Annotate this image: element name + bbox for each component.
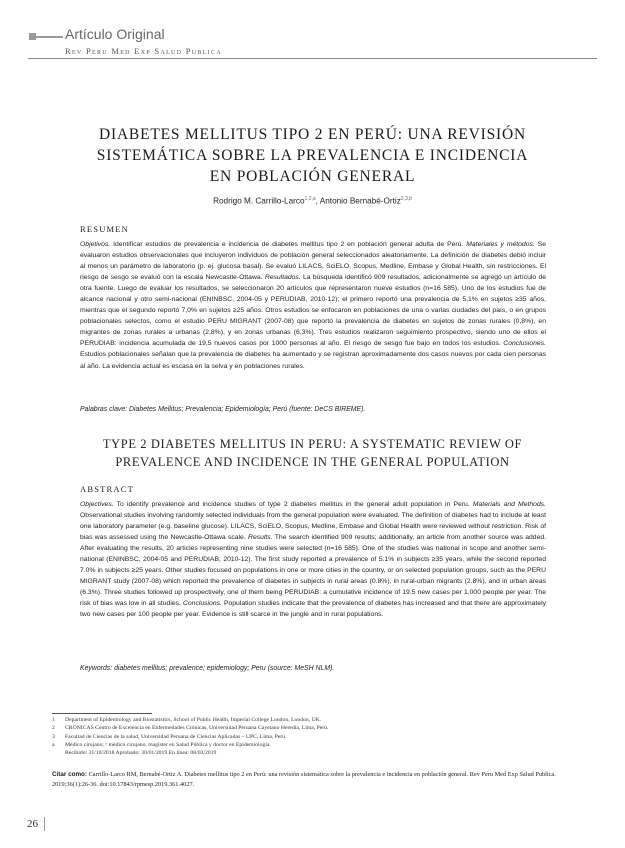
materials-text: Observational studies involving randomly selected individuals from the general population were evaluated. The definition of diabetes had to include at least one laboratory parameter (e.g. baseline glucose). LILACS, SciELO, Scopus, Medline, Embase and Global Health were reviewed without restriction. Risk of bias was assessed using the Newcastle-Ottawa scale.: [80, 512, 546, 542]
conclusions-text: Population studies indicate that the prevalence of diabetes has increased and that there are approximately two new cases per 100 people per year. Evidence is still scarce in the jungle and in rural populations.: [80, 600, 546, 619]
palabras-label: Palabras clave:: [80, 406, 128, 413]
journal-name: Rev Peru Med Exp Salud Publica: [65, 46, 222, 56]
materiales-label: Materiales y métodos.: [466, 241, 535, 248]
received-dates: Recibido: 31/10/2018 Aprobado: 30/01/2019 En línea: 08/03/2019: [65, 750, 217, 757]
section-label: Artículo Original: [65, 26, 165, 42]
header-rule: [28, 58, 597, 59]
palabras-text: Diabetes Mellitus; Prevalencia; Epidemiología; Perú (fuente: DeCS BIREME).: [127, 406, 366, 413]
author-separator: ,: [315, 196, 320, 206]
results-label: Results.: [248, 534, 273, 542]
author-affiliation: 1,2,a: [304, 196, 316, 202]
footnote-text: Médico cirujano; ᵇ médico cirujano, magíster en Salud Pública y doctor en Epidemiología.: [65, 741, 271, 748]
footnotes: [52, 716, 572, 757]
materials-label: Materials and Methods.: [472, 501, 547, 508]
article-title: [60, 124, 565, 187]
author-list: [0, 196, 625, 206]
english-title: [60, 435, 565, 471]
resumen-heading: RESUMEN: [80, 224, 130, 234]
footnote-number: 3: [52, 733, 55, 740]
conclusiones-label: Conclusiones.: [503, 340, 546, 348]
keywords: [80, 665, 546, 672]
footnote-rule: [52, 713, 152, 714]
footnote: [52, 741, 572, 749]
objectives-label: Objectives.: [80, 501, 114, 508]
citation-label: Citar como:: [52, 771, 87, 778]
author-affiliation: 2,3,b: [400, 196, 412, 202]
abstract-heading: ABSTRACT: [80, 484, 134, 494]
resultados-label: Resultados.: [264, 274, 301, 282]
resumen-body: [80, 239, 546, 372]
header-bar-mark: [36, 36, 63, 38]
citation: [52, 770, 573, 789]
title-line: SISTEMÁTICA SOBRE LA PREVALENCIA E INCIDENCIA: [96, 147, 529, 164]
conclusiones-text: Estudios poblacionales señalan que la prevalencia de diabetes ha aumentado y se registran aproximadamente dos casos nuevos por cada cien personas al año. La evidencia actual es escasa en la selva y en poblaciones rurales.: [80, 351, 546, 370]
keywords-label: Keywords:: [80, 665, 113, 672]
footnote-text: CRONICAS Centro de Excelencia en Enfermedades Crónicas, Universidad Peruana Cayetano Heredia, Lima, Perú.: [65, 725, 329, 732]
footnote-text: Facultad de Ciencias de la salud, Universidad Peruana de Ciencias Aplicadas – UPC, Lima, Perú.: [65, 733, 287, 740]
english-title-line: PREVALENCE AND INCIDENCE IN THE GENERAL POPULATION: [115, 455, 510, 469]
objectives-text: To identify prevalence and incidence studies of type 2 diabetes mellitus in the general adult population in Peru.: [113, 501, 470, 508]
objetivos-label: Objetivos.: [80, 241, 111, 248]
english-title-line: TYPE 2 DIABETES MELLITUS IN PERU: A SYSTEMATIC REVIEW OF: [102, 437, 523, 451]
palabras-clave: [80, 406, 546, 413]
keywords-text: diabetes mellitus; prevalence; epidemiology; Peru (source: MeSH NLM).: [112, 665, 335, 672]
materiales-text: Se evaluaron estudios observacionales que incluyeron individuos de población general seleccionados aleatoriamente. La definición de diabetes debió incluir al menos un parámetro de laboratorio (p. ej. glucosa basal). Se evaluó LILACS, SciELO, Scopus, Medline, Embase y Global Health, sin restricciones. El riesgo de sesgo se evaluó con la escala Newcastle-Ottawa.: [80, 241, 546, 282]
conclusions-label: Conclusions.: [182, 600, 222, 608]
header-square-mark: [29, 33, 36, 40]
title-line: DIABETES MELLITUS TIPO 2 EN PERÚ: UNA REVISIÓN: [98, 126, 527, 143]
citation-text: Carrillo-Larco RM, Bernabé-Ortiz A. Diabetes mellitus tipo 2 en Perú: una revisión sistemática sobre la prevalencia e incidencia en población general. Rev Peru Med Exp Salud Publica. 2019;36(1):26-36. doi:10.17843/rpmesp.2019.361.4027.: [52, 771, 556, 788]
resultados-text: La búsqueda identificó 909 resultados, adicionalmente se agregó un artículo de otra fuente. Luego de evaluar los resultados, se seleccionaron 20 artículos que representaron nueve estudios (n=16 585). Uno de los estudios fue de alcance nacional y otro semi-nacional (ENINBSC, 2004-05 y PERUDIAB, 2010-12); el primero reportó una prevalencia de 5,1% en sujetos ≥35 años, mientras que el segundo reportó 7,0% en sujetos ≥25 años. Otros estudios se enfocaron en poblaciones de una o varias ciudades del país, o en grupos poblacionales selectos, como el estudio PERU MIGRANT (2007-08) que reportó la prevalencia de diabetes en sujetos de zonas rurales (0,8%), en migrantes de zonas rurales a urbanas (2,8%), y en zonas urbanas (6,3%). Tres estudios realizaron seguimiento prospectivo, siendo uno de ellos el PERUDIAB: incidencia acumulada de 19,5 nuevos casos por 1000 personas al año. El riesgo de sesgo fue bajo en todos los estudios.: [80, 274, 547, 348]
footnote: [52, 733, 572, 741]
author-name: Rodrigo M. Carrillo-Larco: [213, 196, 305, 206]
abstract-body: [80, 499, 546, 621]
page-number-rule: [44, 817, 45, 831]
footnote-number: 2: [52, 725, 55, 732]
objetivos-text: Identificar estudios de prevalencia e incidencia de diabetes mellitus tipo 2 en población general adulta de Perú.: [110, 241, 464, 248]
footnote: [52, 724, 572, 732]
author-name: Antonio Bernabé-Ortiz: [319, 196, 401, 206]
footnote: [52, 716, 572, 724]
footnote-number: 1: [52, 717, 55, 723]
title-line: EN POBLACIÓN GENERAL: [209, 168, 416, 185]
results-text: The search identified 909 results; additionally, an article from another source was added. After evaluating the results, 20 articles representing nine studies were selected (n=16 585). One of the studies was national in scope and another semi-national (ENINBSC, 2004-05 and PERUDIAB, 2010-12). The first study reported a prevalence of 5.1% in subjects ≥35 years, while the second reported 7.0% in subjects ≥25 years. Other studies focused on populations in one or more cities in the country, or on selected population groups, such as the PERU MIGRANT study (2007-08) which reported the prevalence of diabetes in subjects in rural areas (0.8%), in rural-urban migrants (2.8%), and in urban areas (6.3%). Three studies followed up prospectively, one of them being PERUDIAB: a cumulative incidence of 19.5 new cases per 1,000 people per year. The risk of bias was low in all studies.: [80, 534, 547, 608]
page-number: 26: [27, 818, 38, 830]
footnote-text: Department of Epidemiology and Biostatistics, School of Public Health, Imperial College London, London, UK.: [65, 717, 322, 723]
footnote-number: a: [52, 741, 55, 748]
